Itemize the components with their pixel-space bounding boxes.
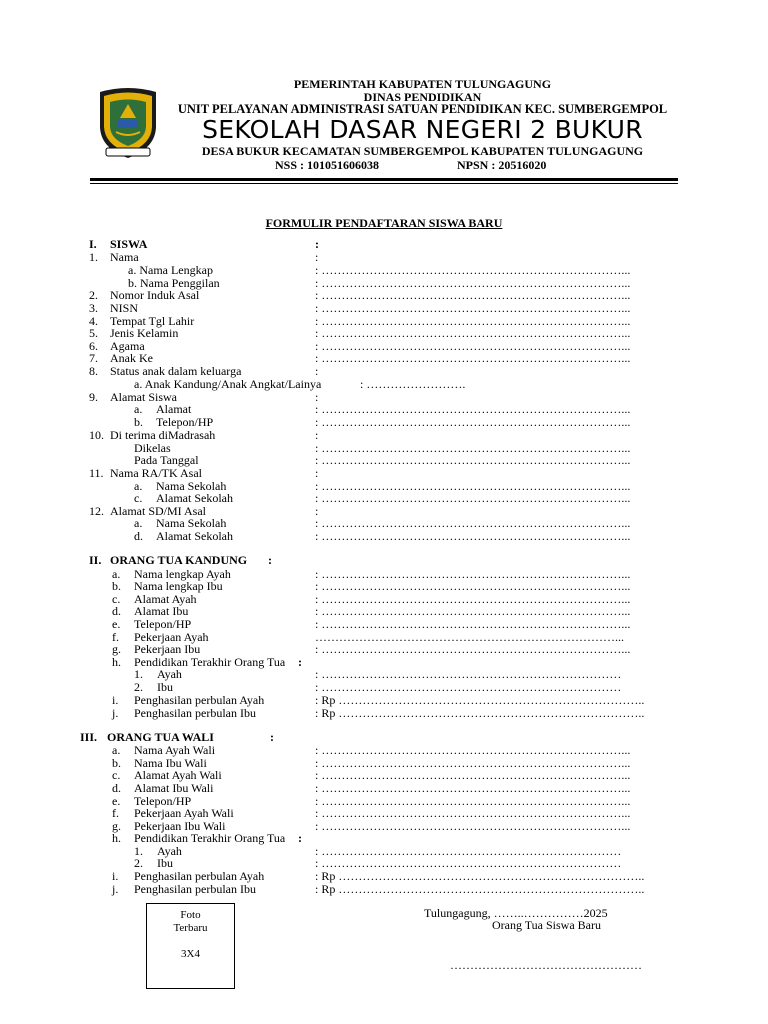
field-label: Nama Ibu Wali (134, 756, 207, 770)
field-blank[interactable]: : …………………………………………………………………... (315, 301, 631, 315)
field-blank[interactable]: : …………………………………………………………………... (315, 276, 631, 290)
field-blank[interactable]: : Rp ………………………………………………………………….. (315, 706, 645, 720)
field-label: Pekerjaan Ibu Wali (134, 819, 226, 833)
field-label: Telepon/HP (156, 415, 214, 429)
item-number: b. (112, 579, 121, 593)
header-rule-thin (90, 183, 678, 184)
regency-logo (96, 86, 160, 160)
form-title: FORMULIR PENDAFTARAN SISWA BARU (265, 216, 503, 230)
photo-label-2: Terbaru (173, 922, 208, 934)
field-blank[interactable]: : ………………………………………………………………… (315, 680, 622, 694)
field-label: Ibu (157, 856, 173, 870)
item-number: i. (112, 869, 119, 883)
field-label: Agama (110, 339, 145, 353)
field-blank[interactable]: : Rp ………………………………………………………………….. (315, 869, 645, 883)
field-label: Nama Sekolah (156, 516, 227, 530)
item-number: 2. (134, 680, 143, 694)
section-colon: : (268, 553, 272, 567)
item-number: h. (112, 831, 121, 845)
field-label: Telepon/HP (134, 794, 192, 808)
item-number: 2. (89, 288, 98, 302)
item-number: f. (112, 806, 119, 820)
field-label: Dikelas (134, 441, 171, 455)
item-number: a. (134, 402, 143, 416)
field-blank[interactable]: : Rp ………………………………………………………………….. (315, 693, 645, 707)
item-number: 9. (89, 390, 98, 404)
field-label: Ibu (157, 680, 173, 694)
field-blank[interactable]: : ……………………. (360, 377, 466, 391)
school-name: SEKOLAH DASAR NEGERI 2 BUKUR (202, 115, 643, 144)
field-blank[interactable]: : …………………………………………………………………... (315, 604, 631, 618)
field-blank[interactable]: : (315, 504, 319, 518)
section-colon: : (315, 237, 319, 251)
field-blank[interactable]: : …………………………………………………………………... (315, 441, 631, 455)
field-label: NISN (110, 301, 139, 315)
item-number: c. (134, 491, 143, 505)
field-blank[interactable]: : (315, 390, 319, 404)
section-heading: ORANG TUA KANDUNG (110, 553, 248, 567)
item-number: 8. (89, 364, 98, 378)
field-blank[interactable]: : …………………………………………………………………... (315, 339, 631, 353)
field-label: Jenis Kelamin (110, 326, 179, 340)
field-label: b. Nama Penggilan (128, 276, 220, 290)
field-blank[interactable]: : …………………………………………………………………... (315, 756, 631, 770)
field-blank[interactable]: : …………………………………………………………………... (315, 351, 631, 365)
field-blank[interactable]: : ………………………………………………………………… (315, 856, 622, 870)
field-label: Nama RA/TK Asal (110, 466, 202, 480)
item-number: e. (112, 617, 121, 631)
item-number: g. (112, 819, 121, 833)
field-label: Nama lengkap Ayah (134, 567, 231, 581)
item-number: 1. (134, 844, 143, 858)
field-label: Alamat (156, 402, 192, 416)
item-number: c. (112, 768, 121, 782)
field-blank[interactable]: : ………………………………………………………………… (315, 667, 622, 681)
header-agency: DINAS PENDIDIKAN (363, 90, 482, 104)
field-blank[interactable]: : (315, 428, 319, 442)
field-blank[interactable]: : …………………………………………………………………... (315, 794, 631, 808)
field-label: Nama lengkap Ibu (134, 579, 223, 593)
field-blank[interactable]: : (315, 250, 319, 264)
item-number: 5. (89, 326, 98, 340)
field-label: Status anak dalam keluarga (110, 364, 242, 378)
field-blank[interactable]: : …………………………………………………………………... (315, 516, 631, 530)
field-label: Pendidikan Terakhir Orang Tua (134, 831, 286, 845)
item-number: j. (112, 882, 119, 896)
photo-size: 3X4 (181, 948, 200, 960)
header-unit: UNIT PELAYANAN ADMINISTRASI SATUAN PENDIDIKAN KEC. SUMBERGEMPOL (177, 102, 668, 116)
field-blank[interactable]: : …………………………………………………………………... (315, 592, 631, 606)
item-number: i. (112, 693, 119, 707)
field-blank[interactable]: : …………………………………………………………………... (315, 743, 631, 757)
section-heading: SISWA (110, 237, 148, 251)
item-number: 6. (89, 339, 98, 353)
field-label: Nama Sekolah (156, 479, 227, 493)
field-label: Tempat Tgl Lahir (110, 314, 195, 328)
section-heading: ORANG TUA WALI (107, 730, 214, 744)
field-blank[interactable]: : …………………………………………………………………... (315, 314, 631, 328)
field-blank[interactable]: : …………………………………………………………………... (315, 263, 631, 277)
field-blank[interactable]: : …………………………………………………………………... (315, 781, 631, 795)
section-number: III. (80, 730, 98, 744)
field-label: Alamat Sekolah (156, 491, 233, 505)
field-blank[interactable]: : …………………………………………………………………... (315, 402, 631, 416)
field-label: Alamat Siswa (110, 390, 177, 404)
item-number: 7. (89, 351, 98, 365)
field-label: Alamat Ayah Wali (134, 768, 222, 782)
field-blank[interactable]: : …………………………………………………………………... (315, 768, 631, 782)
section-colon: : (270, 730, 274, 744)
item-number: 10. (89, 428, 104, 442)
field-label: Penghasilan perbulan Ibu (134, 706, 256, 720)
field-colon: : (298, 655, 302, 669)
field-blank[interactable]: : …………………………………………………………………... (315, 567, 631, 581)
field-label: Nomor Induk Asal (110, 288, 200, 302)
field-label: Ayah (157, 667, 182, 681)
field-label: Nama Ayah Wali (134, 743, 216, 757)
field-blank[interactable]: : …………………………………………………………………... (315, 642, 631, 656)
form-row (0, 883, 768, 896)
item-number: 3. (89, 301, 98, 315)
nss-number: NSS : 101051606038 (275, 158, 380, 172)
form-row (0, 707, 768, 720)
header-address: DESA BUKUR KECAMATAN SUMBERGEMPOL KABUPATEN TULUNGAGUNG (201, 144, 644, 158)
signature-place-date: Tulungagung, ……..……………2025 (424, 906, 608, 920)
field-label: Pendidikan Terakhir Orang Tua (134, 655, 286, 669)
field-blank[interactable]: : …………………………………………………………………... (315, 326, 631, 340)
item-number: j. (112, 706, 119, 720)
field-colon: : (298, 831, 302, 845)
item-number: d. (112, 781, 121, 795)
field-label: Alamat Sekolah (156, 529, 233, 543)
field-label: Pekerjaan Ayah Wali (134, 806, 234, 820)
field-blank[interactable]: : …………………………………………………………………... (315, 415, 631, 429)
field-label: Pada Tanggal (134, 453, 199, 467)
field-blank[interactable]: : …………………………………………………………………... (315, 617, 631, 631)
photo-box (146, 903, 235, 989)
field-blank[interactable]: : ………………………………………………………………… (315, 844, 622, 858)
item-number: a. (112, 567, 121, 581)
header-government: PEMERINTAH KABUPATEN TULUNGAGUNG (293, 77, 552, 91)
item-number: b. (134, 415, 143, 429)
item-number: g. (112, 642, 121, 656)
field-label: a. Nama Lengkap (128, 263, 213, 277)
item-number: a. (134, 479, 143, 493)
field-blank[interactable]: : …………………………………………………………………... (315, 819, 631, 833)
field-blank[interactable]: : …………………………………………………………………... (315, 491, 631, 505)
field-label: Nama (110, 250, 139, 264)
item-number: 1. (89, 250, 98, 264)
field-label: a. Anak Kandung/Anak Angkat/Lainya (134, 377, 322, 391)
field-blank[interactable]: : …………………………………………………………………... (315, 479, 631, 493)
field-blank[interactable]: : …………………………………………………………………... (315, 579, 631, 593)
field-label: Penghasilan perbulan Ayah (134, 693, 265, 707)
field-label: Pekerjaan Ayah (134, 630, 209, 644)
field-blank[interactable]: : (315, 364, 319, 378)
item-number: h. (112, 655, 121, 669)
npsn-number: NPSN : 20516020 (457, 158, 547, 172)
form-row (0, 530, 768, 543)
item-number: d. (112, 604, 121, 618)
field-label: Alamat Ibu (134, 604, 189, 618)
field-label: Alamat Ibu Wali (134, 781, 214, 795)
header-rule-thick (90, 178, 678, 181)
field-blank[interactable]: : Rp ………………………………………………………………….. (315, 882, 645, 896)
field-blank[interactable]: : …………………………………………………………………... (315, 806, 631, 820)
section-number: II. (89, 553, 102, 567)
field-label: Pekerjaan Ibu (134, 642, 201, 656)
signature-role: Orang Tua Siswa Baru (492, 918, 602, 932)
form-row (0, 554, 768, 567)
field-blank[interactable]: : …………………………………………………………………... (315, 288, 631, 302)
item-number: e. (112, 794, 121, 808)
photo-label-1: Foto (180, 909, 201, 921)
item-number: b. (112, 756, 121, 770)
item-number: 2. (134, 856, 143, 870)
field-blank[interactable]: : (315, 466, 319, 480)
item-number: c. (112, 592, 121, 606)
item-number: 11. (89, 466, 104, 480)
field-label: Di terima diMadrasah (110, 428, 216, 442)
signature-line: ………………………………………… (450, 958, 642, 972)
field-blank[interactable]: : …………………………………………………………………... (315, 453, 631, 467)
field-label: Alamat Ayah (134, 592, 197, 606)
item-number: 12. (89, 504, 104, 518)
field-blank[interactable]: : …………………………………………………………………... (315, 529, 631, 543)
item-number: a. (112, 743, 121, 757)
item-number: d. (134, 529, 143, 543)
field-label: Alamat SD/MI Asal (110, 504, 206, 518)
item-number: 1. (134, 667, 143, 681)
item-number: f. (112, 630, 119, 644)
field-label: Penghasilan perbulan Ibu (134, 882, 256, 896)
item-number: a. (134, 516, 143, 530)
field-blank[interactable]: …………………………………………………………………... (315, 630, 624, 644)
field-label: Penghasilan perbulan Ayah (134, 869, 265, 883)
field-label: Telepon/HP (134, 617, 192, 631)
section-number: I. (89, 237, 97, 251)
field-label: Anak Ke (110, 351, 153, 365)
item-number: 4. (89, 314, 98, 328)
field-label: Ayah (157, 844, 182, 858)
